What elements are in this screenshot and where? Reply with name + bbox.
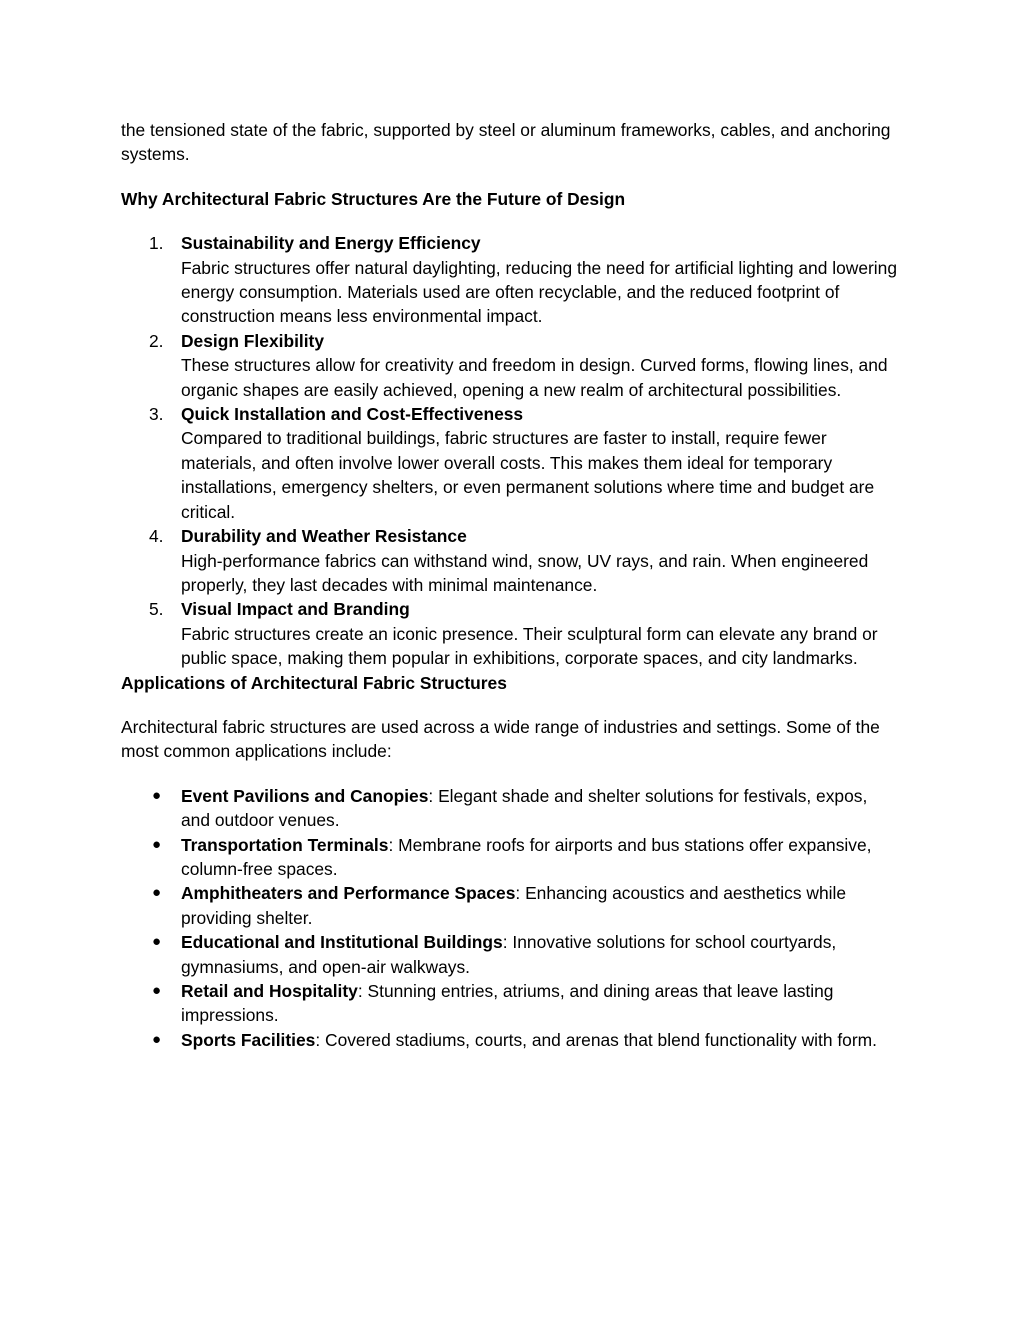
benefit-description: Fabric structures offer natural daylighting, reducing the need for artificial lighting and lowering energy consumption. Materials used are often recyclable, and the reduced footprint of construction means less environmental impact. (181, 257, 897, 327)
list-number: 2. (149, 330, 164, 351)
application-name: Educational and Institutional Buildings (181, 932, 503, 953)
list-item (121, 597, 901, 670)
list-number: 1. (149, 233, 164, 254)
benefit-title: Design Flexibility (181, 330, 325, 351)
benefit-title: Durability and Weather Resistance (181, 526, 467, 547)
list-number: 4. (149, 526, 164, 547)
document-page (121, 118, 901, 1052)
application-description: : Innovative solutions for school courtyards, gymnasiums, and open-air walkways. (181, 932, 837, 977)
benefit-title: Quick Installation and Cost-Effectiveness (181, 404, 524, 425)
benefit-description: Compared to traditional buildings, fabric structures are faster to install, require fewer materials, and often involve lower overall costs. This makes them ideal for temporary installations, emergency shelters, or even permanent solutions where time and budget are critical. (181, 428, 875, 522)
application-name: Retail and Hospitality (181, 981, 358, 1001)
list-item (121, 231, 901, 329)
list-item (121, 329, 901, 402)
list-number: 5. (149, 599, 164, 620)
why-heading: Why Architectural Fabric Structures Are the Future of Design (121, 188, 626, 209)
bullet-icon: ● (152, 933, 162, 951)
list-item (121, 784, 901, 833)
application-description: : Membrane roofs for airports and bus stations offer expansive, column-free spaces. (181, 834, 872, 879)
application-description: : Covered stadiums, courts, and arenas that blend functionality with form. (315, 1029, 877, 1050)
application-description: : Stunning entries, atriums, and dining areas that leave lasting impressions. (181, 981, 834, 1026)
application-description: : Elegant shade and shelter solutions for festivals, expos, and outdoor venues. (181, 785, 868, 831)
bullet-icon: ● (152, 884, 162, 902)
bullet-icon: ● (152, 982, 162, 999)
benefit-description: High-performance fabrics can withstand wind, snow, UV rays, and rain. When engineered properly, they last decades with minimal maintenance. (181, 550, 869, 595)
list-item (121, 979, 901, 1028)
list-item (121, 881, 901, 930)
benefit-description: These structures allow for creativity and freedom in design. Curved forms, flowing lines, and organic shapes are easily achieved, opening a new realm of architectural possibilities. (181, 355, 888, 400)
application-name: Transportation Terminals (181, 834, 389, 855)
benefit-description: Fabric structures create an iconic presence. Their sculptural form can elevate any brand or public space, making them popular in exhibitions, corporate spaces, and city landmarks. (181, 623, 878, 669)
application-name: Amphitheaters and Performance Spaces (181, 883, 516, 904)
list-number: 3. (149, 404, 164, 425)
intro-paragraph: the tensioned state of the fabric, supported by steel or aluminum frameworks, cables, and anchoring systems. (121, 120, 891, 165)
applications-heading: Applications of Architectural Fabric Structures (121, 672, 507, 693)
applications-list (121, 784, 901, 1052)
list-item (121, 930, 901, 979)
list-item (121, 402, 901, 524)
applications-intro: Architectural fabric structures are used across a wide range of industries and settings. Some of the most common applications include: (121, 716, 880, 762)
benefit-title: Visual Impact and Branding (181, 599, 410, 620)
list-item (121, 1028, 901, 1052)
application-name: Sports Facilities (181, 1029, 316, 1050)
bullet-icon: ● (152, 835, 162, 853)
bullet-icon: ● (152, 1030, 162, 1048)
benefit-title: Sustainability and Energy Efficiency (181, 233, 481, 254)
bullet-icon: ● (152, 786, 162, 804)
benefits-list (121, 231, 901, 670)
list-item (121, 833, 901, 882)
application-name: Event Pavilions and Canopies (181, 785, 429, 806)
list-item (121, 524, 901, 597)
application-description: : Enhancing acoustics and aesthetics while providing shelter. (181, 883, 847, 928)
